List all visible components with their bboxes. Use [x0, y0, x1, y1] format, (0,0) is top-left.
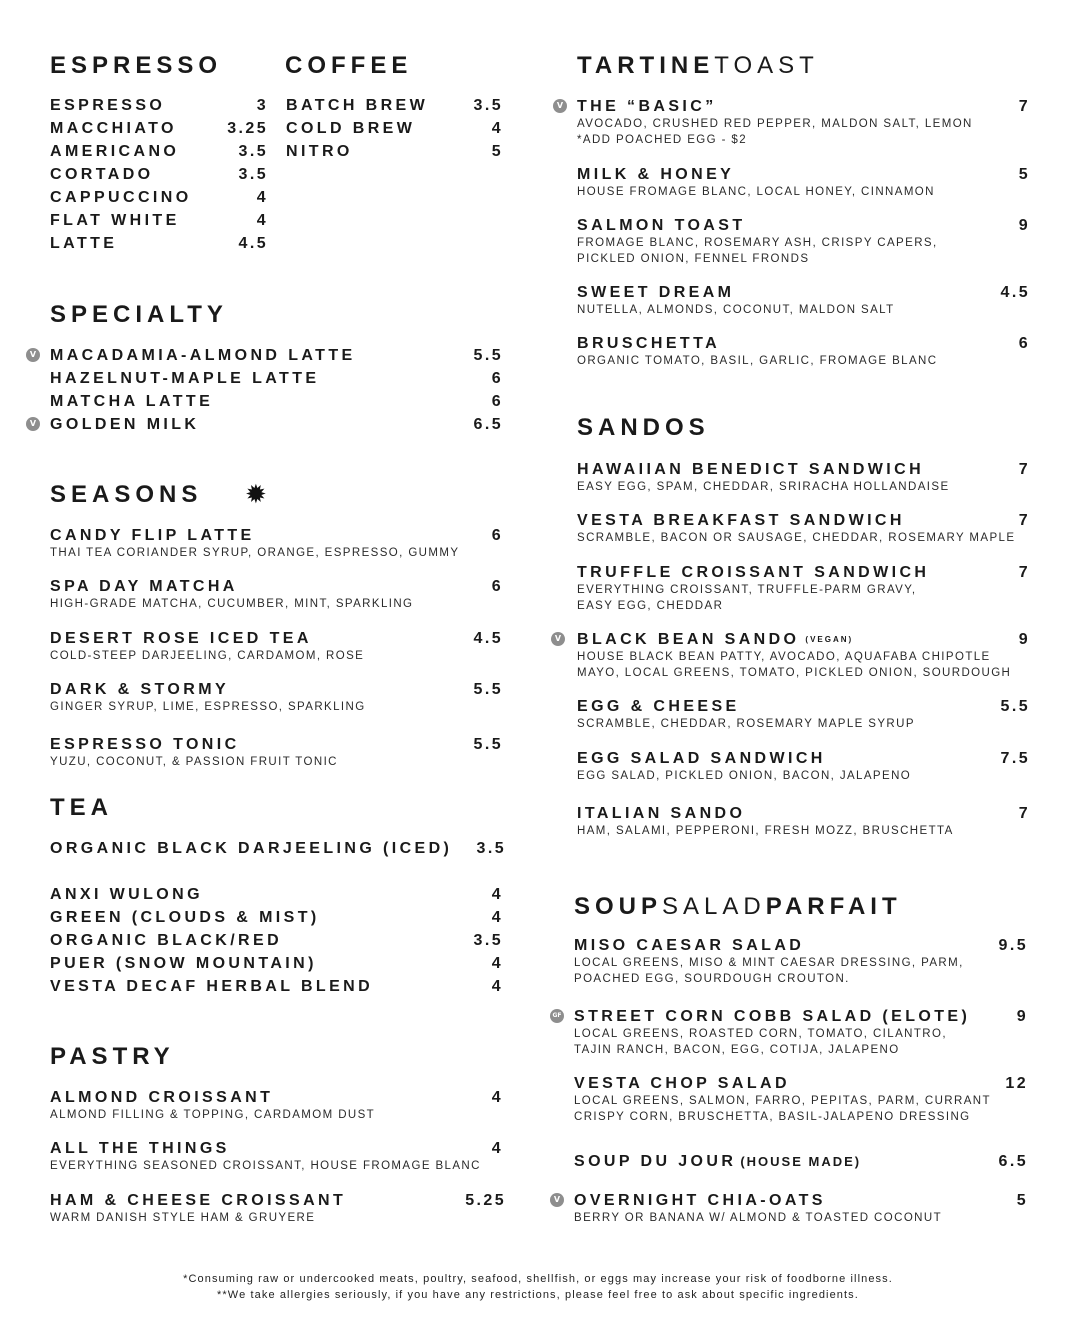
parfait-heading-word: PARFAIT	[765, 893, 902, 920]
menu-item-description: THAI TEA CORIANDER SYRUP, ORANGE, ESPRESSO, GUMMY	[50, 547, 460, 559]
menu-item-description: TAJIN RANCH, BACON, EGG, COTIJA, JALAPENO	[574, 1044, 900, 1056]
sun-icon: ✹	[245, 479, 267, 509]
menu-item-description: ORGANIC TOMATO, BASIL, GARLIC, FROMAGE BLANC	[577, 355, 938, 367]
menu-item-price: 6	[491, 370, 503, 387]
menu-item-description: LOCAL GREENS, SALMON, FARRO, PEPITAS, PARM, CURRANT	[574, 1095, 991, 1107]
menu-item-description: HIGH-GRADE MATCHA, CUCUMBER, MINT, SPARKLING	[50, 598, 414, 610]
menu-item-name: CAPPUCCINO	[50, 189, 192, 206]
menu-item-name: GOLDEN MILK	[50, 416, 200, 433]
menu-item-name: MISO CAESAR SALAD	[574, 937, 805, 954]
menu-item-price: 5.5	[473, 736, 503, 753]
menu-item-price: 5.5	[473, 681, 503, 698]
menu-item-price: 6	[491, 527, 503, 544]
menu-item-price: 4	[491, 955, 503, 972]
menu-item-name: DARK & STORMY	[50, 681, 230, 698]
menu-item-name: EGG & CHEESE	[577, 698, 740, 715]
menu-item-name: HAWAIIAN BENEDICT SANDWICH	[577, 461, 925, 478]
menu-item-name: ALMOND CROISSANT	[50, 1089, 274, 1106]
menu-item-name: TRUFFLE CROISSANT SANDWICH	[577, 564, 930, 581]
menu-item-price: 3.5	[238, 143, 268, 160]
soup-salad-parfait-heading	[574, 893, 902, 921]
vegan-badge-icon: V	[551, 632, 565, 646]
menu-item-price: 5.25	[465, 1192, 506, 1209]
specialty-heading: SPECIALTY	[50, 301, 228, 328]
menu-item-description: NUTELLA, ALMONDS, COCONUT, MALDON SALT	[577, 304, 895, 316]
menu-item-price: 5.5	[1000, 698, 1030, 715]
pastry-heading: PASTRY	[50, 1043, 175, 1070]
menu-item-price: 6	[1018, 335, 1030, 352]
menu-item-price: 3.5	[473, 97, 503, 114]
menu-item-name: ORGANIC BLACK DARJEELING (ICED)	[50, 840, 453, 857]
menu-item-description: LOCAL GREENS, MISO & MINT CAESAR DRESSING, PARM,	[574, 957, 964, 969]
menu-item-description: HOUSE FROMAGE BLANC, LOCAL HONEY, CINNAMON	[577, 186, 935, 198]
menu-item-name: BATCH BREW	[286, 97, 429, 114]
menu-item-name: CORTADO	[50, 166, 154, 183]
menu-item-name: ITALIAN SANDO	[577, 805, 746, 822]
menu-item-description: HOUSE BLACK BEAN PATTY, AVOCADO, AQUAFABA CHIPOTLE	[577, 651, 991, 663]
menu-item-name: VESTA DECAF HERBAL BLEND	[50, 978, 374, 995]
menu-item-name: AMERICANO	[50, 143, 180, 160]
menu-item-description: BERRY OR BANANA W/ ALMOND & TOASTED COCONUT	[574, 1212, 942, 1224]
menu-item-price: 3.25	[227, 120, 268, 137]
menu-item-name: MILK & HONEY	[577, 166, 735, 183]
vegan-badge-icon: V	[553, 99, 567, 113]
menu-item-description: FROMAGE BLANC, ROSEMARY ASH, CRISPY CAPERS,	[577, 237, 938, 249]
menu-item-price: 4.5	[1000, 284, 1030, 301]
menu-item-price: 7	[1018, 461, 1030, 478]
menu-item-name: THE “BASIC”	[577, 98, 717, 115]
menu-item-price: 7	[1018, 98, 1030, 115]
toast-heading-light: TOAST	[714, 52, 819, 79]
menu-item-name-text: BLACK BEAN SANDO	[577, 631, 800, 648]
vegan-badge-icon: V	[26, 417, 40, 431]
menu-item-price: 5.5	[473, 347, 503, 364]
menu-item-name: COLD BREW	[286, 120, 416, 137]
menu-item-price: 7	[1018, 805, 1030, 822]
menu-item-price: 9	[1016, 1008, 1028, 1025]
menu-item-description: COLD-STEEP DARJEELING, CARDAMOM, ROSE	[50, 650, 365, 662]
menu-item-description: PICKLED ONION, FENNEL FRONDS	[577, 253, 810, 265]
menu-item-price: 4.5	[473, 630, 503, 647]
menu-item-description: EVERYTHING SEASONED CROISSANT, HOUSE FROMAGE BLANC	[50, 1160, 481, 1172]
toast-heading-bold: TARTINE	[577, 52, 715, 79]
menu-item-price: 4	[491, 120, 503, 137]
menu-item-name-text: SOUP DU JOUR	[574, 1153, 737, 1170]
menu-item-price: 7	[1018, 512, 1030, 529]
menu-item-price: 9.5	[998, 937, 1028, 954]
salad-heading-word: SALAD	[662, 893, 766, 920]
gluten-free-badge-icon: GF	[550, 1009, 564, 1023]
menu-item-description: WARM DANISH STYLE HAM & GRUYERE	[50, 1212, 316, 1224]
menu-item-name: SALMON TOAST	[577, 217, 746, 234]
menu-item-price: 9	[1018, 631, 1030, 648]
menu-item-name: DESERT ROSE ICED TEA	[50, 630, 312, 647]
menu-item-name: GREEN (CLOUDS & MIST)	[50, 909, 320, 926]
menu-item-name: LATTE	[50, 235, 118, 252]
menu-item-price: 3	[256, 97, 268, 114]
menu-item-name: OVERNIGHT CHIA-OATS	[574, 1192, 826, 1209]
menu-item-description: ALMOND FILLING & TOPPING, CARDAMOM DUST	[50, 1109, 376, 1121]
menu-item-price: 4	[256, 212, 268, 229]
menu-item-description: SCRAMBLE, BACON OR SAUSAGE, CHEDDAR, ROSEMARY MAPLE	[577, 532, 1016, 544]
menu-item-name	[574, 1152, 861, 1172]
menu-item-description: MAYO, LOCAL GREENS, TOMATO, PICKLED ONION, SOURDOUGH	[577, 667, 1012, 679]
vegan-badge-icon: V	[550, 1193, 564, 1207]
tea-heading: TEA	[50, 794, 113, 821]
menu-item-price: 4	[491, 1140, 503, 1157]
menu-item-description: *ADD POACHED EGG - $2	[577, 134, 747, 146]
menu-item-name	[577, 630, 853, 650]
vegan-tag: (VEGAN)	[805, 635, 854, 644]
menu-item-description: LOCAL GREENS, ROASTED CORN, TOMATO, CILANTRO,	[574, 1028, 947, 1040]
menu-item-price: 4.5	[238, 235, 268, 252]
menu-item-description: AVOCADO, CRUSHED RED PEPPER, MALDON SALT, LEMON	[577, 118, 973, 130]
menu-item-name: ESPRESSO	[50, 97, 166, 114]
menu-item-description: EVERYTHING CROISSANT, TRUFFLE-PARM GRAVY,	[577, 584, 917, 596]
menu-item-name: HAZELNUT-MAPLE LATTE	[50, 370, 320, 387]
menu-item-price: 4	[491, 909, 503, 926]
menu-item-name: VESTA CHOP SALAD	[574, 1075, 790, 1092]
raw-food-disclaimer: *Consuming raw or undercooked meats, poultry, seafood, shellfish, or eggs may increase your risk of foodborne illness.	[183, 1273, 893, 1285]
menu-item-name: MATCHA LATTE	[50, 393, 214, 410]
menu-item-price: 6.5	[998, 1153, 1028, 1170]
menu-item-price: 7	[1018, 564, 1030, 581]
menu-item-name: FLAT WHITE	[50, 212, 180, 229]
menu-item-price: 5	[1016, 1192, 1028, 1209]
menu-item-name: ORGANIC BLACK/RED	[50, 932, 283, 949]
house-made-note: (HOUSE MADE)	[740, 1154, 862, 1169]
menu-item-name: ESPRESSO TONIC	[50, 736, 240, 753]
menu-item-price: 5	[491, 143, 503, 160]
menu-item-description: SCRAMBLE, CHEDDAR, ROSEMARY MAPLE SYRUP	[577, 718, 915, 730]
menu-item-name: MACADAMIA-ALMOND LATTE	[50, 347, 356, 364]
menu-item-name: ALL THE THINGS	[50, 1140, 230, 1157]
menu-item-name: MACCHIATO	[50, 120, 177, 137]
menu-item-price: 4	[256, 189, 268, 206]
menu-item-name: PUER (SNOW MOUNTAIN)	[50, 955, 317, 972]
menu-item-price: 5	[1018, 166, 1030, 183]
vegan-badge-icon: V	[26, 348, 40, 362]
menu-item-price: 3.5	[476, 840, 506, 857]
menu-item-name: BRUSCHETTA	[577, 335, 721, 352]
soup-heading-word: SOUP	[574, 893, 663, 920]
menu-item-name: ANXI WULONG	[50, 886, 203, 903]
sandos-heading: SANDOS	[577, 414, 710, 441]
menu-item-description: EGG SALAD, PICKLED ONION, BACON, JALAPENO	[577, 770, 912, 782]
menu-item-description: EASY EGG, CHEDDAR	[577, 600, 724, 612]
menu-item-price: 6.5	[473, 416, 503, 433]
allergy-disclaimer: **We take allergies seriously, if you have any restrictions, please feel free to ask about specific ingredients.	[217, 1289, 859, 1301]
menu-item-price: 3.5	[473, 932, 503, 949]
menu-item-name: HAM & CHEESE CROISSANT	[50, 1192, 347, 1209]
menu-item-name: EGG SALAD SANDWICH	[577, 750, 826, 767]
menu-item-price: 12	[1005, 1075, 1028, 1092]
toast-heading	[577, 52, 819, 80]
menu-item-description: EASY EGG, SPAM, CHEDDAR, SRIRACHA HOLLANDAISE	[577, 481, 950, 493]
menu-item-description: CRISPY CORN, BRUSCHETTA, BASIL-JALAPENO DRESSING	[574, 1111, 971, 1123]
seasons-heading: SEASONS	[50, 481, 203, 508]
menu-item-name: VESTA BREAKFAST SANDWICH	[577, 512, 905, 529]
menu-item-name: CANDY FLIP LATTE	[50, 527, 255, 544]
menu-item-price: 9	[1018, 217, 1030, 234]
espresso-heading: ESPRESSO	[50, 52, 223, 79]
menu-item-price: 4	[491, 1089, 503, 1106]
menu-item-name: SWEET DREAM	[577, 284, 735, 301]
menu-item-price: 3.5	[238, 166, 268, 183]
menu-item-name: SPA DAY MATCHA	[50, 578, 238, 595]
menu-item-name: STREET CORN COBB SALAD (ELOTE)	[574, 1008, 971, 1025]
menu-item-description: GINGER SYRUP, LIME, ESPRESSO, SPARKLING	[50, 701, 366, 713]
coffee-heading: COFFEE	[285, 52, 413, 79]
menu-item-description: HAM, SALAMI, PEPPERONI, FRESH MOZZ, BRUSCHETTA	[577, 825, 954, 837]
menu-item-description: POACHED EGG, SOURDOUGH CROUTON.	[574, 973, 850, 985]
menu-item-price: 6	[491, 393, 503, 410]
menu-item-price: 7.5	[1000, 750, 1030, 767]
menu-item-price: 6	[491, 578, 503, 595]
menu-item-price: 4	[491, 978, 503, 995]
menu-item-price: 4	[491, 886, 503, 903]
menu-item-description: YUZU, COCONUT, & PASSION FRUIT TONIC	[50, 756, 338, 768]
menu-item-name: NITRO	[286, 143, 353, 160]
